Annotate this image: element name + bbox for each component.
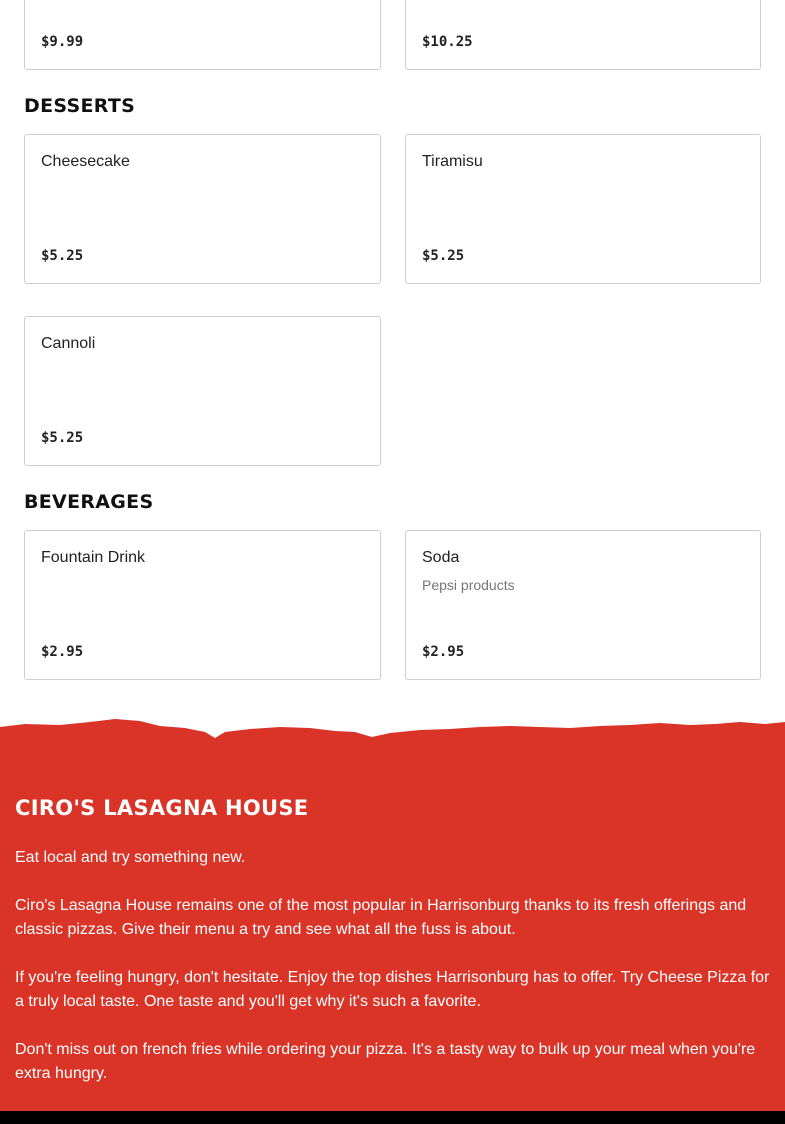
menu-item-price: $2.95 bbox=[422, 644, 465, 660]
menu-item-card[interactable] bbox=[405, 134, 761, 284]
section-heading-desserts: DESSERTS bbox=[24, 95, 136, 117]
footer-paragraph: Ciro's Lasagna House remains one of the most popular in Harrisonburg thanks to its fresh offerings and classic pizzas. Give their menu a try and see what all the fuss is about. bbox=[15, 897, 747, 938]
menu-item-price: $5.25 bbox=[422, 248, 465, 264]
bottom-bar bbox=[0, 1111, 785, 1124]
footer-paragraph: Don't miss out on french fries while ordering your pizza. It's a tasty way to bulk up your meal when you're extra hungry. bbox=[15, 1041, 756, 1082]
section-heading-beverages: BEVERAGES bbox=[24, 491, 154, 513]
menu-item-card[interactable] bbox=[24, 0, 381, 70]
menu-item-card[interactable] bbox=[24, 134, 381, 284]
footer-title: CIRO'S LASAGNA HOUSE bbox=[15, 796, 309, 820]
footer-tagline: Eat local and try something new. bbox=[15, 849, 246, 866]
menu-item-name: Soda bbox=[422, 549, 460, 566]
menu-item-name: Tiramisu bbox=[422, 153, 483, 170]
footer-paragraph: If you're feeling hungry, don't hesitate. Enjoy the top dishes Harrisonburg has to offer. Try Cheese Pizza for a truly local taste. One taste and you'll get why it's such a favorite. bbox=[15, 969, 770, 1010]
menu-item-name: Cheesecake bbox=[41, 153, 130, 170]
menu-item-price: $5.25 bbox=[41, 248, 84, 264]
menu-item-name: Cannoli bbox=[41, 335, 96, 352]
menu-item-card[interactable] bbox=[24, 530, 381, 680]
menu-item-name: Fountain Drink bbox=[41, 549, 146, 566]
menu-item-card[interactable] bbox=[24, 316, 381, 466]
menu-item-price: $2.95 bbox=[41, 644, 84, 660]
menu-item-card[interactable] bbox=[405, 530, 761, 680]
menu-item-price: $9.99 bbox=[41, 34, 84, 50]
menu-item-description: Pepsi products bbox=[422, 577, 515, 593]
footer bbox=[0, 718, 785, 1111]
menu-item-price: $10.25 bbox=[422, 34, 473, 50]
menu-item-card[interactable] bbox=[405, 0, 761, 70]
menu-item-price: $5.25 bbox=[41, 430, 84, 446]
